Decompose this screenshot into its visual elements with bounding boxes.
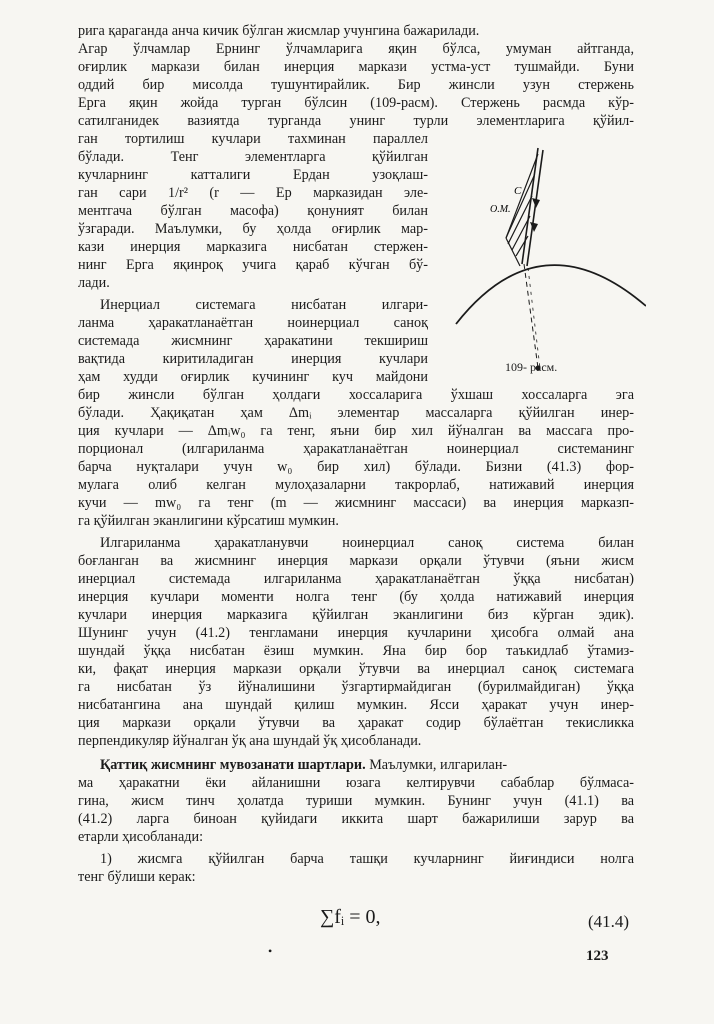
text-line: ция кучлари — Δmᵢw₀ га тенг, яъни бир хил йўналган ва массага про- <box>78 423 634 439</box>
text-line: бир жинсли бўлган ҳолдаги хоссаларига ўхшаш хоссаларга эга <box>78 387 634 403</box>
text-line: ментгача бўлган масофа) қонуният билан <box>78 203 428 219</box>
section-heading: Қаттиқ жисмнинг мувозанати шартлари. <box>100 757 366 773</box>
text-line: сатилганидек вазиятда турганда унинг турли элементларига қўйил- <box>78 113 634 129</box>
page-number: 123 <box>586 948 609 964</box>
text-line: Агар ўлчамлар Ернинг ўлчамларига яқин бўлса, умуман айтганда, <box>78 41 634 57</box>
text-line: системада жисмнинг ҳаракатини текшириш <box>78 333 428 349</box>
text-run: Маълумки, илгарилан- <box>365 757 508 773</box>
text-line: ланма ҳаракатланаётган ноинерциал саноқ <box>78 315 428 331</box>
text-line: ки, фақат инерция маркази орқали ўтувчи ва инерциал саноқ системага <box>78 661 634 677</box>
text-line: кучи — mw₀ га тенг (m — жисмнинг массаси) ва инерция марказп- <box>78 495 634 511</box>
text-line: барча нуқталари учун w₀ бир хил) бўлади. Бизни (41.3) фор- <box>78 459 634 475</box>
text-line: гина, жисм тинч ҳолатда туриши мумкин. Бунинг учун (41.1) ва <box>78 793 634 809</box>
text-line: 1) жисмга қўйилган барча ташқи кучларнинг йиғиндиси нолга <box>100 851 634 867</box>
text-line: ция маркази орқали ўтувчи ва ҳаракат содир бўлаётган текисликка <box>78 715 634 731</box>
label-c: C <box>514 185 522 197</box>
text-line: мулага олиб келган мулоҳазаларни такрорлаб, натижавий инерция <box>78 477 634 493</box>
text-line: кучлари инерция марказига қўйилган эканлигини биз кўрган эдик). <box>78 607 634 623</box>
text-line: перпендикуляр йўналган ўқ ана шундай ўқ ҳисобланади. <box>78 733 422 749</box>
text-line: рига қараганда анча кичик бўлган жисмлар учунгина бажарилади. <box>78 23 480 39</box>
equation-number: (41.4) <box>588 912 630 931</box>
formula: ∑fᵢ = 0, <box>320 906 381 928</box>
text-line: етарли ҳисобланади: <box>78 829 204 845</box>
text-line: инерция кучлари моменти нолга тенг (бу ҳолда натижавий инерция <box>78 589 634 605</box>
text-line: оддий бир мисолда тушунтирайлик. Бир жинсли узун стержень <box>78 77 634 93</box>
text-line: ган тортилиш кучлари тахминан параллел <box>78 131 428 147</box>
text-line: ган сари 1/r² (r — Ер марказидан эле- <box>78 185 428 201</box>
force-line <box>512 216 530 250</box>
text-line: ўзгаради. Маълумки, бу ҳолда оғирлик мар- <box>78 221 428 237</box>
text-line: боғланган ва жисмнинг инерция маркази орқали ўтувчи (яъни жисм <box>78 553 634 569</box>
stray-mark: • <box>268 944 273 958</box>
text-line: кази инерция марказига нисбатан стержен- <box>78 239 428 255</box>
text-line: Инерциал системага нисбатан илгари- <box>100 297 428 313</box>
text-line: вақтида киритиладиган инерция кучлари <box>78 351 428 367</box>
text-line: га нисбатан ўз йўналишини ўзгартирмайдиган (бурилмайдиган) ўққа <box>78 679 634 695</box>
text-line: кучларнинг катталиги Ердан узоқлаш- <box>78 167 428 183</box>
text-line: га қўйилган эканлигини кўрсатиш мумкин. <box>78 513 339 529</box>
text-line: шундай ўққа нисбатан ёзиш мумкин. Яна бир бор таъкидлаб ўтамиз- <box>78 643 634 659</box>
dashed-line-to-center <box>524 264 538 368</box>
figure-caption: 109- расм. <box>505 360 558 374</box>
text-line: Шунинг учун (41.2) тенгламани инерция кучларини ҳисобга олмай ана <box>78 625 634 641</box>
text-line: ма ҳаракатни ёки айланишни юзага келтирувчи сабаблар бўлмаса- <box>78 775 634 791</box>
arrow-head <box>532 198 540 208</box>
text-line: лади. <box>78 275 110 291</box>
earth-arc <box>456 265 646 324</box>
text-line: тенг бўлиши керак: <box>78 869 196 885</box>
label-om: О.М. <box>490 204 511 215</box>
figure-109-earth-rod <box>446 146 646 376</box>
text-line: Ерга яқин жойда турган бўлсин (109-расм). Стержень расмда кўр- <box>78 95 634 111</box>
text-line: нинг Ерга яқинроқ учига қараб кўчган бў- <box>78 257 428 273</box>
text-line: бўлади. Тенг элементларга қўйилган <box>78 149 428 165</box>
text-line: Илгариланма ҳаракатланувчи ноинерциал саноқ система билан <box>100 535 634 551</box>
section-heading-line <box>100 756 634 774</box>
text-line: бўлади. Ҳақиқатан ҳам Δmᵢ элементар массаларга қўйилган инер- <box>78 405 634 421</box>
text-line: ҳам худди оғирлик кучининг куч майдони <box>78 369 428 385</box>
text-line: инерциал системада илгариланма ҳаракатланаётган ўққа нисбатан) <box>78 571 634 587</box>
text-line: оғирлик маркази билан инерция маркази устма-уст тушмайди. Буни <box>78 59 634 75</box>
text-line: (41.2) ларга биноан қуйидаги иккита шарт бажарилиши зарур ва <box>78 811 634 827</box>
text-line: нисбатангина ана шундай қилиш мумкин. Ясси ҳаракат учун инер- <box>78 697 634 713</box>
text-line: порционал (илгариланма ҳаракатланаётган ноинерциал системанинг <box>78 441 634 457</box>
dashed-line-to-center <box>528 268 540 368</box>
